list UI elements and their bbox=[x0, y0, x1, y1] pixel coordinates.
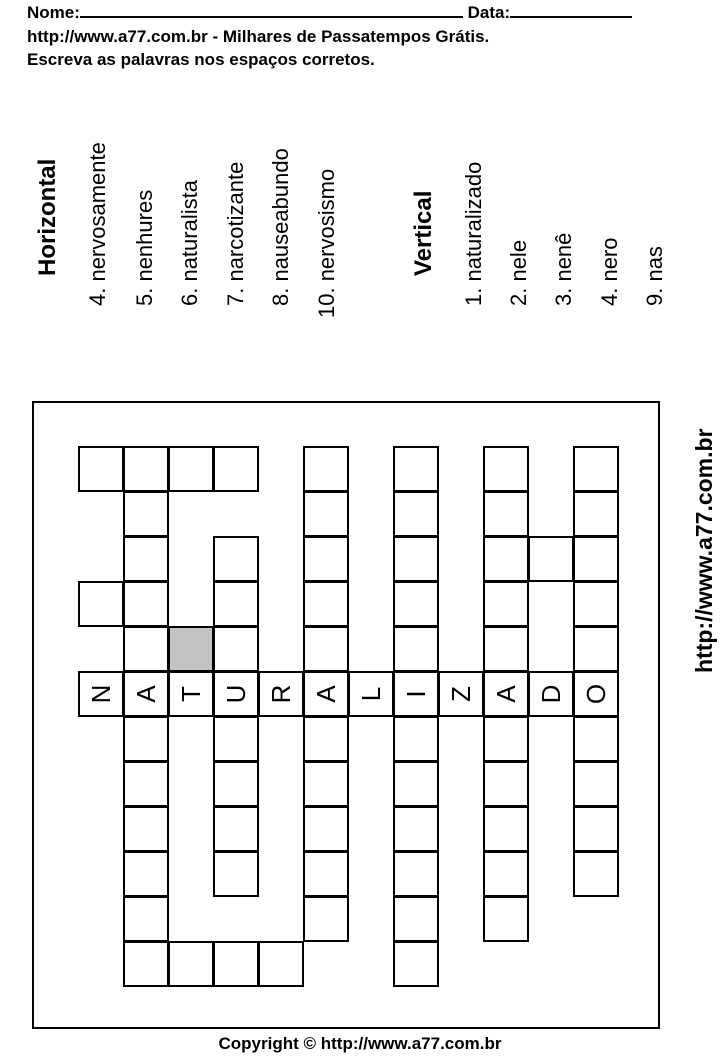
crossword-cell[interactable] bbox=[213, 761, 259, 807]
date-field[interactable] bbox=[510, 1, 632, 18]
given-letter: Z bbox=[446, 686, 476, 702]
vertical-clue: 1. naturalizado bbox=[461, 161, 486, 306]
crossword-cell[interactable] bbox=[78, 671, 124, 717]
horizontal-title: Horizontal bbox=[34, 158, 61, 276]
crossword-cell[interactable] bbox=[393, 536, 439, 582]
crossword-cell[interactable] bbox=[348, 671, 394, 717]
given-letter: U bbox=[221, 684, 251, 704]
crossword-cell[interactable] bbox=[123, 716, 169, 762]
crossword-cell[interactable] bbox=[213, 536, 259, 582]
crossword-cell[interactable] bbox=[393, 671, 439, 717]
crossword-cell[interactable] bbox=[393, 941, 439, 987]
crossword-cell[interactable] bbox=[123, 761, 169, 807]
crossword-cell[interactable] bbox=[303, 671, 349, 717]
given-letter: O bbox=[581, 683, 611, 705]
crossword-cell[interactable] bbox=[123, 896, 169, 942]
crossword-cell[interactable] bbox=[78, 581, 124, 627]
crossword-cell[interactable] bbox=[168, 626, 214, 672]
crossword-cell[interactable] bbox=[303, 851, 349, 897]
crossword-cell[interactable] bbox=[213, 806, 259, 852]
crossword-cell[interactable] bbox=[123, 446, 169, 492]
crossword-cell[interactable] bbox=[123, 806, 169, 852]
name-field[interactable] bbox=[80, 1, 463, 18]
crossword-cell[interactable] bbox=[303, 806, 349, 852]
crossword-cell[interactable] bbox=[573, 446, 619, 492]
crossword-cell[interactable] bbox=[123, 626, 169, 672]
crossword-cell[interactable] bbox=[303, 761, 349, 807]
crossword-cell[interactable] bbox=[303, 716, 349, 762]
crossword-cell[interactable] bbox=[483, 896, 529, 942]
crossword-cell[interactable] bbox=[483, 761, 529, 807]
crossword-cell[interactable] bbox=[393, 806, 439, 852]
crossword-cell[interactable] bbox=[393, 896, 439, 942]
crossword-cell[interactable] bbox=[393, 491, 439, 537]
crossword-cell[interactable] bbox=[258, 941, 304, 987]
crossword-cell[interactable] bbox=[168, 446, 214, 492]
crossword-cell[interactable] bbox=[438, 671, 484, 717]
date-label: Data: bbox=[467, 3, 511, 22]
header-name-date-line bbox=[27, 1, 632, 24]
given-letter: D bbox=[536, 684, 566, 704]
crossword-cell[interactable] bbox=[123, 536, 169, 582]
crossword-cell[interactable] bbox=[303, 491, 349, 537]
crossword-cell[interactable] bbox=[483, 581, 529, 627]
crossword-cell[interactable] bbox=[213, 581, 259, 627]
crossword-cell[interactable] bbox=[483, 671, 529, 717]
given-letter: N bbox=[86, 684, 116, 704]
given-letter: T bbox=[176, 686, 206, 702]
crossword-cell[interactable] bbox=[573, 491, 619, 537]
given-letter: A bbox=[491, 685, 521, 703]
vertical-clue: 4. nero bbox=[597, 237, 622, 306]
copyright: Copyright © http://www.a77.com.br bbox=[218, 1034, 502, 1053]
crossword-cell[interactable] bbox=[303, 446, 349, 492]
crossword-cell[interactable] bbox=[483, 806, 529, 852]
crossword-cell[interactable] bbox=[393, 761, 439, 807]
side-url: http://www.a77.com.br bbox=[691, 428, 717, 673]
horizontal-clue: 10. nervosismo bbox=[314, 168, 339, 318]
crossword-cell[interactable] bbox=[483, 716, 529, 762]
crossword-cell[interactable] bbox=[168, 671, 214, 717]
crossword-cell[interactable] bbox=[123, 581, 169, 627]
crossword-cell[interactable] bbox=[303, 536, 349, 582]
site-line: http://www.a77.com.br - Milhares de Passatempos Grátis. bbox=[27, 27, 490, 46]
given-letter: R bbox=[266, 684, 296, 704]
given-letter: A bbox=[131, 685, 161, 703]
crossword-cell[interactable] bbox=[483, 536, 529, 582]
crossword-cell[interactable] bbox=[213, 851, 259, 897]
crossword-cell[interactable] bbox=[393, 716, 439, 762]
given-letter: L bbox=[356, 686, 386, 702]
horizontal-clue: 4. nervosamente bbox=[85, 142, 110, 306]
crossword-cell[interactable] bbox=[573, 671, 619, 717]
crossword-cell[interactable] bbox=[393, 446, 439, 492]
crossword-cell[interactable] bbox=[213, 941, 259, 987]
horizontal-clue: 5. nenhures bbox=[132, 189, 157, 306]
given-letter: A bbox=[311, 685, 341, 703]
crossword-cell[interactable] bbox=[213, 626, 259, 672]
crossword-cell[interactable] bbox=[303, 626, 349, 672]
crossword-cell[interactable] bbox=[258, 671, 304, 717]
crossword-cell[interactable] bbox=[123, 671, 169, 717]
crossword-cell[interactable] bbox=[303, 581, 349, 627]
crossword-cell[interactable] bbox=[168, 941, 214, 987]
crossword-cell[interactable] bbox=[303, 896, 349, 942]
crossword-cell[interactable] bbox=[213, 716, 259, 762]
crossword-cell[interactable] bbox=[123, 941, 169, 987]
crossword-cell[interactable] bbox=[573, 626, 619, 672]
horizontal-clue: 7. narcotizante bbox=[223, 161, 248, 306]
crossword-cell[interactable] bbox=[573, 716, 619, 762]
horizontal-clue: 6. naturalista bbox=[177, 180, 202, 306]
vertical-clue: 9. nas bbox=[642, 246, 667, 306]
crossword-cell[interactable] bbox=[393, 851, 439, 897]
crossword-cell[interactable] bbox=[123, 851, 169, 897]
crossword-cell[interactable] bbox=[78, 446, 124, 492]
crossword-cell[interactable] bbox=[483, 446, 529, 492]
vertical-title: Vertical bbox=[410, 190, 437, 276]
name-label: Nome: bbox=[27, 3, 80, 22]
crossword-cell[interactable] bbox=[573, 806, 619, 852]
crossword-cell[interactable] bbox=[123, 491, 169, 537]
crossword-cell[interactable] bbox=[573, 581, 619, 627]
crossword-cell[interactable] bbox=[213, 671, 259, 717]
given-letter: I bbox=[401, 690, 431, 698]
crossword-cell[interactable] bbox=[573, 851, 619, 897]
crossword-cell[interactable] bbox=[573, 761, 619, 807]
instruction: Escreva as palavras nos espaços corretos. bbox=[27, 50, 375, 69]
crossword-cell[interactable] bbox=[573, 536, 619, 582]
crossword-cell[interactable] bbox=[483, 851, 529, 897]
crossword-cell[interactable] bbox=[393, 626, 439, 672]
crossword-cell[interactable] bbox=[528, 671, 574, 717]
crossword-cell[interactable] bbox=[528, 536, 574, 582]
crossword-cell[interactable] bbox=[393, 581, 439, 627]
crossword-cell[interactable] bbox=[213, 446, 259, 492]
crossword-cell[interactable] bbox=[483, 626, 529, 672]
vertical-clue: 3. nenê bbox=[551, 232, 576, 306]
horizontal-clue: 8. nauseabundo bbox=[268, 148, 293, 306]
vertical-clue: 2. nele bbox=[506, 239, 531, 306]
crossword-cell[interactable] bbox=[483, 491, 529, 537]
